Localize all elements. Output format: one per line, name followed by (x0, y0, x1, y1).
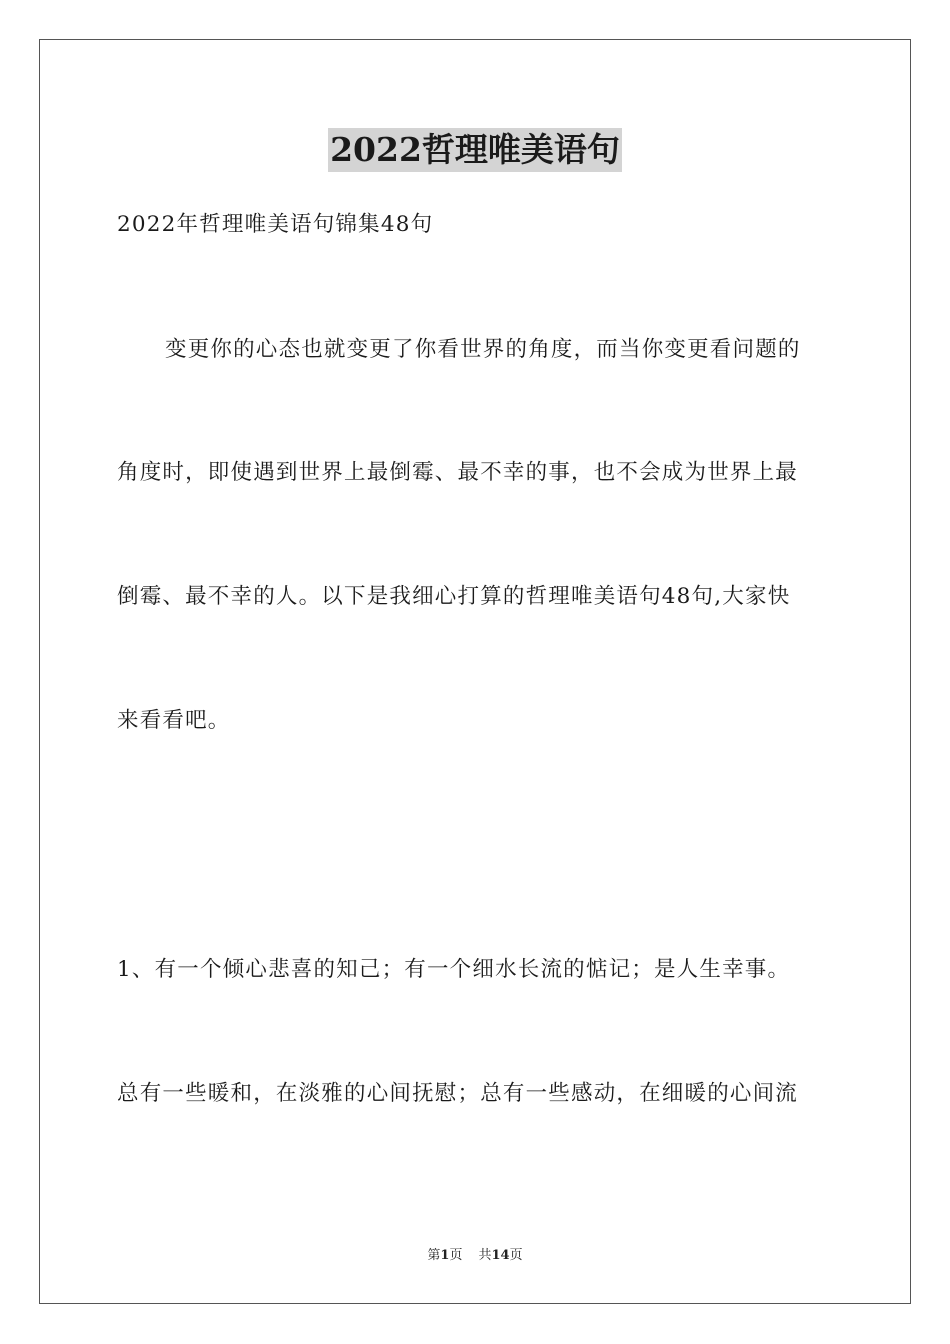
document-title: 2022哲理唯美语句 (328, 128, 622, 172)
page-current: 1 (440, 1248, 450, 1263)
paragraph2-line-1: 1、有一个倾心悲喜的知己；有一个细水长流的惦记；是人生幸事。 (117, 957, 791, 982)
paragraph2-line-2: 总有一些暖和，在淡雅的心间抚慰；总有一些感动，在细暖的心间流 (117, 1081, 799, 1106)
page-suffix: 页 (449, 1248, 463, 1263)
paragraph1-line-4: 来看看吧。 (117, 708, 231, 733)
total-prefix: 共 (478, 1248, 492, 1263)
document-subtitle: 2022年哲理唯美语句锦集48句 (117, 212, 434, 237)
title-container (0, 128, 950, 172)
total-suffix: 页 (509, 1248, 523, 1263)
paragraph1-line-1-text: 变更你的心态也就变更了你看世界的角度，而当你变更看问题的 (165, 337, 801, 362)
paragraph1-line-3: 倒霉、最不幸的人。以下是我细心打算的哲理唯美语句48句,大家快 (117, 584, 791, 609)
page-footer (0, 1247, 950, 1265)
paragraph1-line-1 (117, 335, 801, 365)
page-prefix: 第 (427, 1248, 441, 1263)
paragraph1-line-2: 角度时，即使遇到世界上最倒霉、最不幸的事，也不会成为世界上最 (117, 460, 799, 485)
page-total: 14 (491, 1248, 510, 1263)
